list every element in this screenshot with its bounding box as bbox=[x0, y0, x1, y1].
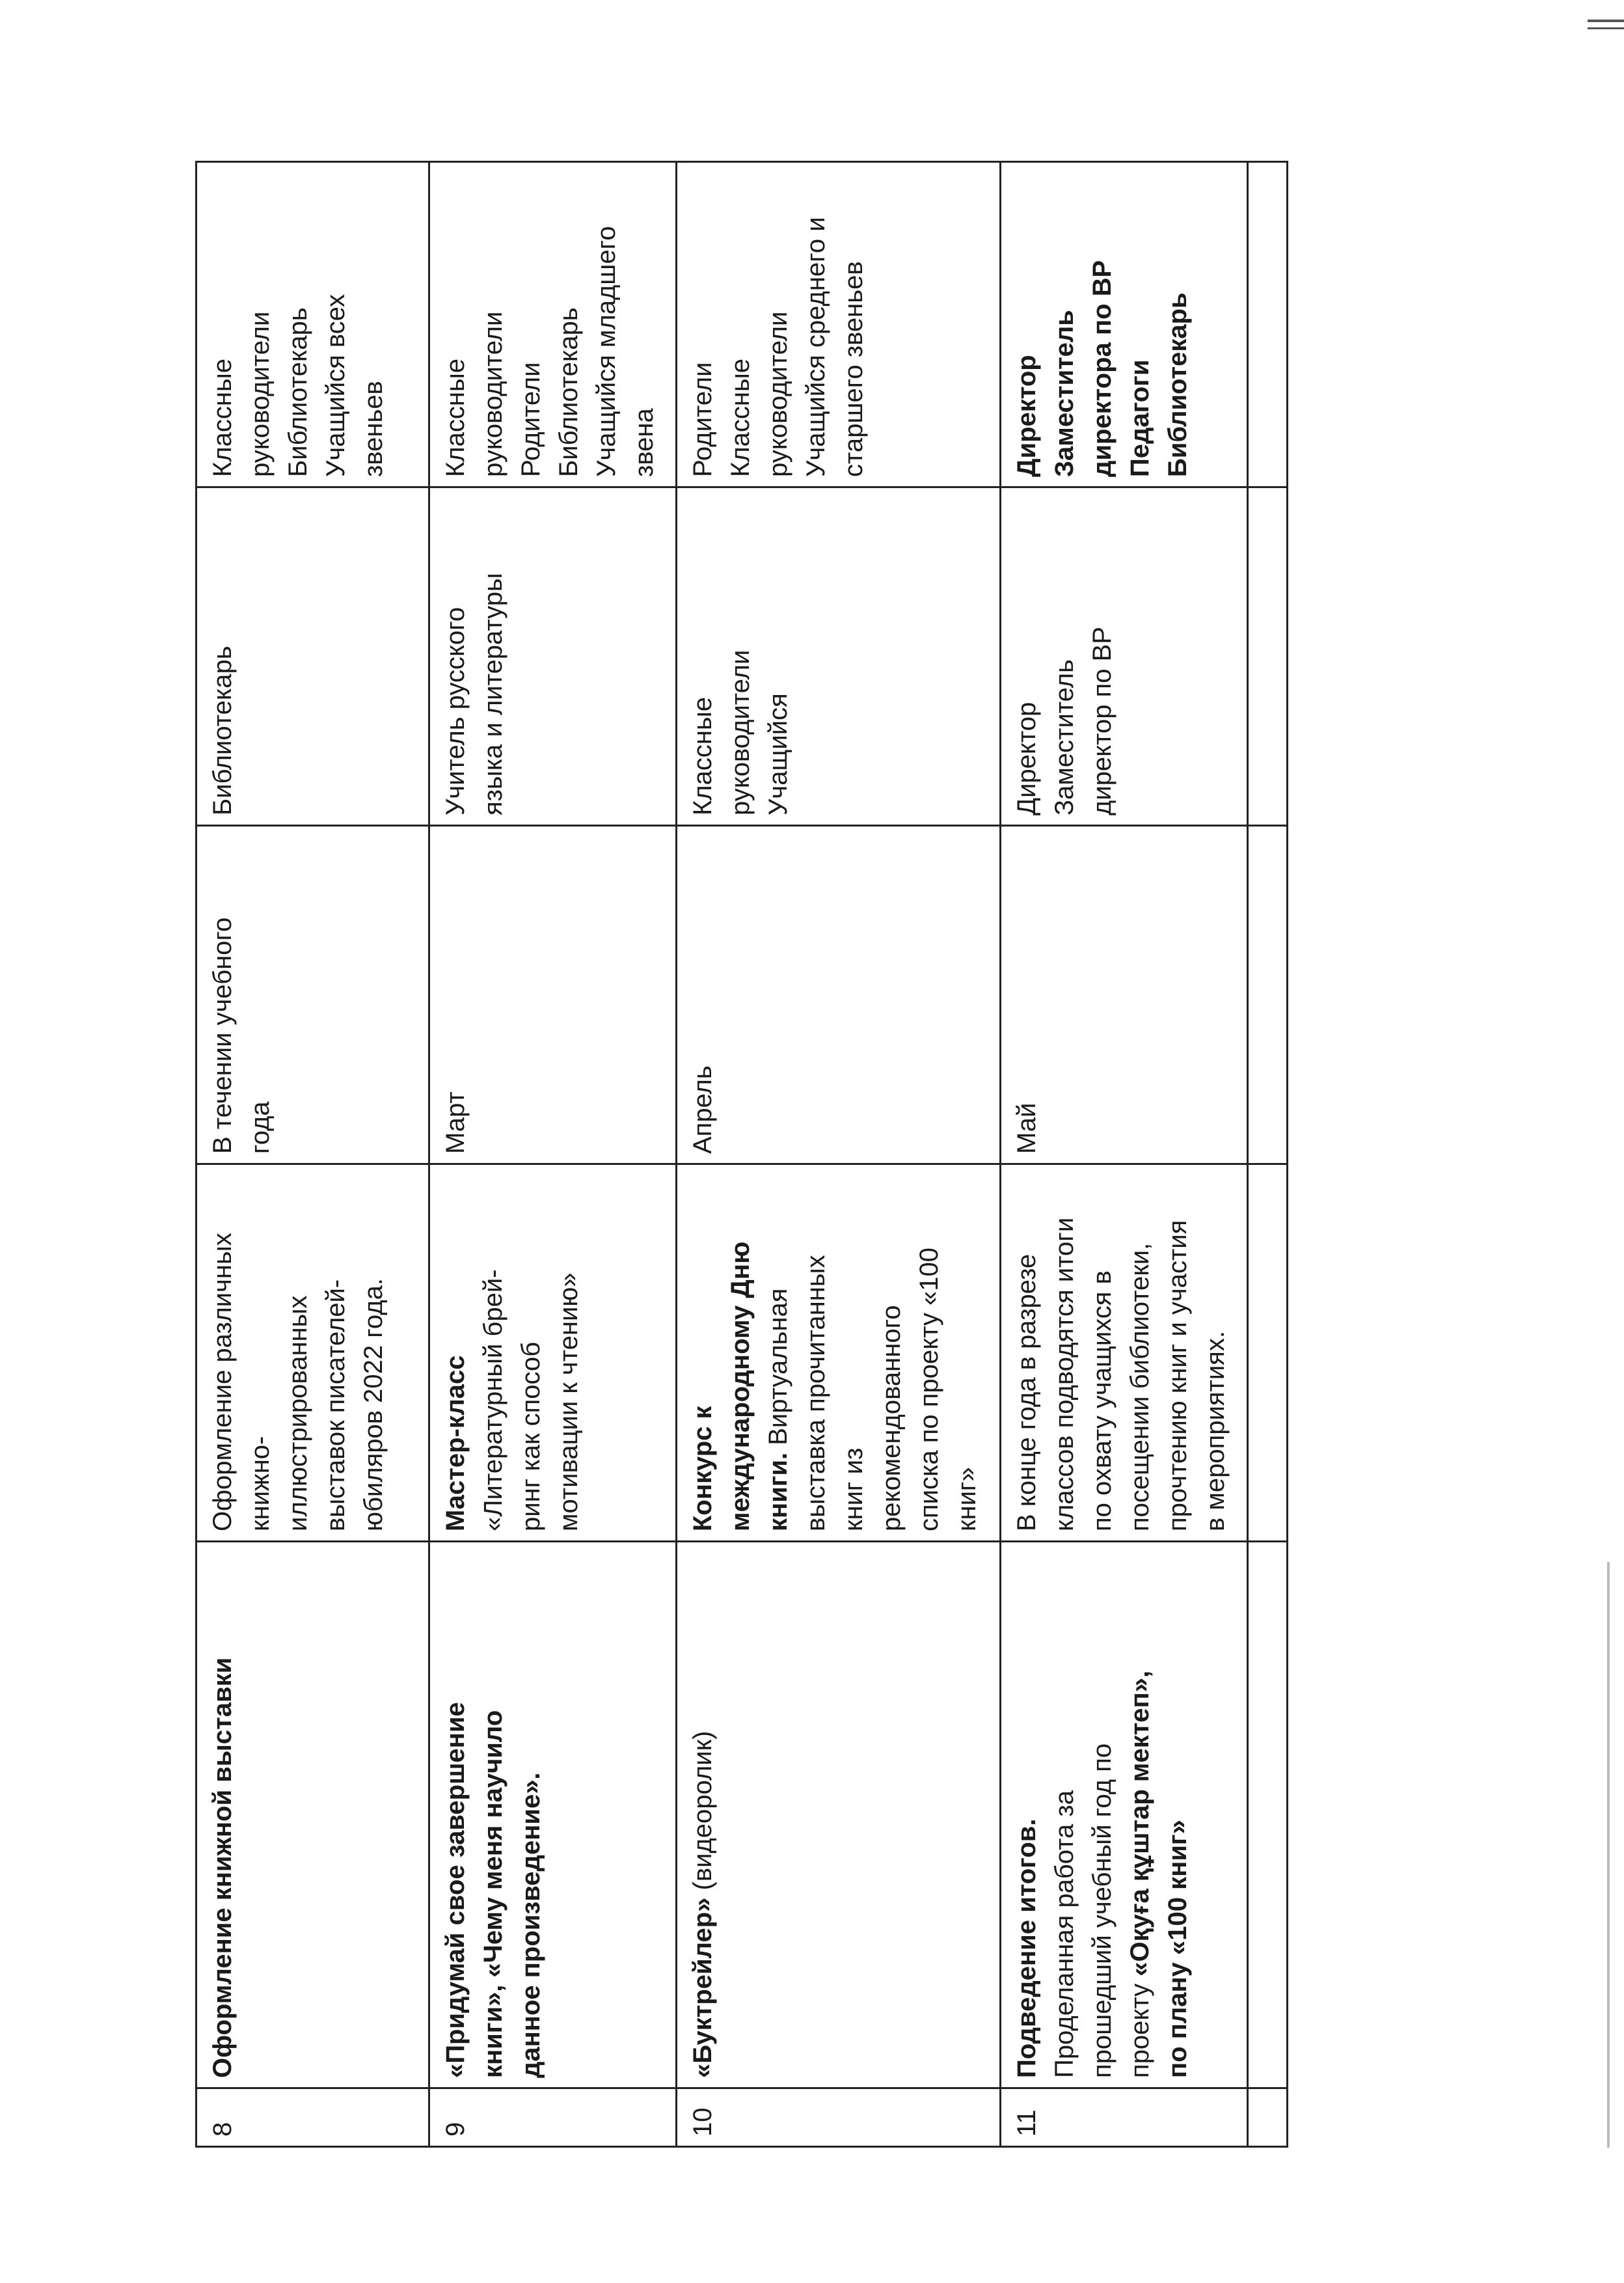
event-title: «Буктрейлер» bbox=[688, 1897, 717, 2078]
description-cell bbox=[429, 1164, 677, 1542]
table-row bbox=[676, 162, 1000, 2147]
scan-artifact bbox=[1588, 20, 1624, 22]
description-text: Виртуальная выставка прочитанных книг из рекомендованного списка по проекту «100 книг» bbox=[763, 1248, 981, 1531]
empty-cell bbox=[1247, 487, 1287, 826]
participants-cell: Классные руководители Родители Библиотекарь Учащийся младшего звена bbox=[429, 162, 677, 487]
table-row bbox=[429, 162, 677, 2147]
description-title: Мастер-класс bbox=[441, 1355, 470, 1531]
date-cell: В течении учебного года bbox=[196, 826, 429, 1164]
event-text: Проделанная работа за прошедший учебный год по проекту bbox=[1049, 1743, 1154, 2078]
event-cell bbox=[1000, 1542, 1247, 2088]
table-row bbox=[1000, 162, 1247, 2147]
description-cell: В конце года в разрезе классов подводятся итоги по охвату учащихся в посещении библиотеки, прочтению книг и участия в мероприятиях. bbox=[1000, 1164, 1247, 1542]
participants-cell: Классные руководители Библиотекарь Учащийся всех звеньев bbox=[196, 162, 429, 487]
description-cell bbox=[676, 1164, 1000, 1542]
empty-cell bbox=[1247, 826, 1287, 1164]
event-cell bbox=[196, 1542, 429, 2088]
date-cell: Апрель bbox=[676, 826, 1000, 1164]
responsible-cell: Директор Заместитель директор по ВР bbox=[1000, 487, 1247, 826]
scan-artifact bbox=[1588, 27, 1624, 29]
event-cell bbox=[676, 1542, 1000, 2088]
participants-cell: Директор Заместитель директора по ВР Педагоги Библиотекарь bbox=[1000, 162, 1247, 487]
description-cell: Оформление различных книжно- иллюстрированных выставок писателей- юбиляров 2022 года. bbox=[196, 1164, 429, 1542]
empty-cell bbox=[1247, 1164, 1287, 1542]
event-project-name: «Оқуға құштар мектеп», по плану «100 книг» bbox=[1125, 1670, 1192, 2078]
event-title: «Придумай свое завершение книги», «Чему меня научило данное произведение». bbox=[441, 1702, 546, 2078]
table-row bbox=[196, 162, 429, 2147]
description-title: Конкурс к международному Дню книги. bbox=[688, 1241, 792, 1531]
row-number: 8 bbox=[196, 2088, 429, 2147]
table-row-empty bbox=[1247, 162, 1287, 2147]
row-number: 9 bbox=[429, 2088, 677, 2147]
event-subtitle: (видеоролик) bbox=[688, 1730, 717, 1898]
empty-cell bbox=[1247, 2088, 1287, 2147]
event-title: Подведение итогов. bbox=[1012, 1818, 1041, 2078]
date-cell: Март bbox=[429, 826, 677, 1164]
responsible-cell: Библиотекарь bbox=[196, 487, 429, 826]
empty-cell bbox=[1247, 1542, 1287, 2088]
plan-table bbox=[195, 161, 1288, 2148]
participants-cell: Родители Классные руководители Учащийся среднего и старшего звеньев bbox=[676, 162, 1000, 487]
rotated-table-wrapper bbox=[195, 163, 1288, 2148]
empty-cell bbox=[1247, 162, 1287, 487]
event-cell bbox=[429, 1542, 677, 2088]
date-cell: Май bbox=[1000, 826, 1247, 1164]
row-number: 11 bbox=[1000, 2088, 1247, 2147]
scan-artifact bbox=[1607, 1562, 1610, 2148]
responsible-cell: Учитель русского языка и литературы bbox=[429, 487, 677, 826]
row-number: 10 bbox=[676, 2088, 1000, 2147]
description-text: «Литературный брей- ринг как способ мотивации к чтению» bbox=[479, 1269, 584, 1531]
event-title: Оформление книжной выставки bbox=[208, 1657, 237, 2078]
responsible-cell: Классные руководители Учащийся bbox=[676, 487, 1000, 826]
